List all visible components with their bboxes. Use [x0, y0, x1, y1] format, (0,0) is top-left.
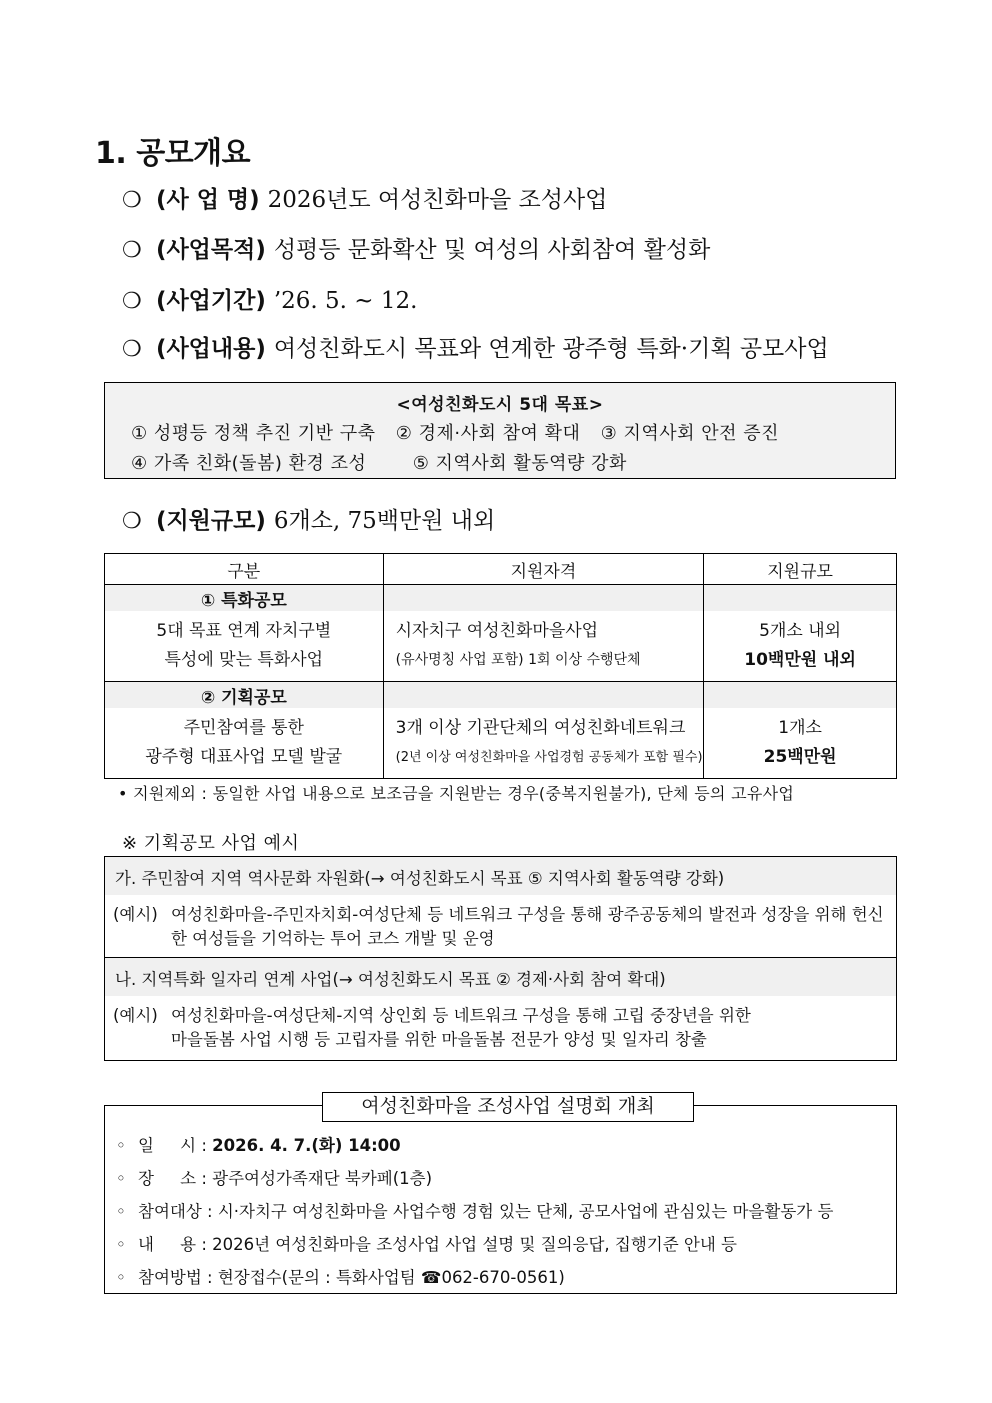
table-row [105, 611, 897, 682]
overview-item-purpose [122, 231, 710, 264]
goals-title: <여성친화도시 5대 목표> [396, 395, 604, 415]
header-category: 구분 [105, 554, 384, 585]
qualification: 3개 이상 기관단체의 여성친화네트워크 (2년 이상 여성친화마을 사업경험 공동체가 포함 필수) [383, 708, 704, 779]
event-title: 여성친화마을 조성사업 설명회 개최 [322, 1092, 694, 1122]
event-item-place: ◦ 장 소 : 광주여성가족재단 북카페(1층) [116, 1169, 433, 1188]
circle-bullet-icon: ❍ [122, 238, 142, 263]
circle-bullet-icon: ❍ [122, 337, 142, 362]
event-item-date: ◦ 일 시 : 2026. 4. 7.(화) 14:00 [116, 1136, 401, 1155]
event-item-method: ◦ 참여방법 : 현장접수(문의 : 특화사업팀 ☎062-670-0561) [116, 1268, 565, 1287]
goal-5: ⑤ 지역사회 활동역량 강화 [412, 453, 627, 474]
bullet-icon: ◦ [116, 1136, 126, 1155]
exclusion-note: • 지원제외 : 동일한 사업 내용으로 보조금을 지원받는 경우(중복지원불가), 단체 등의 고유사업 [118, 784, 795, 803]
bullet-icon: ◦ [116, 1268, 126, 1287]
overview-item-name [122, 181, 607, 214]
event-item-content: ◦ 내 용 : 2026년 여성친화마을 조성사업 사업 설명 및 질의응답, 집행기준 안내 등 [116, 1235, 737, 1254]
example-desc: (예시) 여성친화마을-여성단체-지역 상인회 등 네트워크 구성을 통해 고립 중장년을 위한 마을돌봄 사업 시행 등 고립자를 위한 마을돌봄 전문가 양성 및 일자리 창출 [113, 1006, 751, 1049]
item-value: 6개소, 75백만원 내외 [273, 508, 496, 534]
support-table [104, 553, 897, 779]
bullet-icon: ◦ [116, 1169, 126, 1188]
goal-3: ③ 지역사회 안전 증진 [600, 423, 780, 444]
table-header-row [105, 554, 897, 585]
example-box-b [104, 957, 897, 1061]
item-value: 2026년도 여성친화마을 조성사업 [267, 187, 608, 213]
example-head: 가. 주민참여 지역 역사문화 자원화(→ 여성친화도시 목표 ⑤ 지역사회 활동역량 강화) [105, 857, 896, 895]
bullet-icon: ◦ [116, 1235, 126, 1254]
examples-title: ※ 기획공모 사업 예시 [122, 833, 300, 854]
goal-2: ② 경제·사회 참여 확대 [395, 423, 581, 444]
item-label: (사 업 명) [155, 187, 260, 213]
item-value: 여성친화도시 목표와 연계한 광주형 특화·기획 공모사업 [273, 336, 829, 362]
scale: 1개소 25백만원 [704, 708, 897, 779]
qualification: 시자치구 여성친화마을사업 (유사명칭 사업 포함) 1회 이상 수행단체 [383, 611, 704, 682]
item-label: (사업목적) [155, 237, 266, 263]
category-label: ② 기획공모 [105, 682, 384, 709]
header-scale: 지원규모 [704, 554, 897, 585]
bullet-icon: ◦ [116, 1202, 126, 1221]
table-category-row [105, 585, 897, 612]
item-value: ’26. 5. ~ 12. [273, 288, 418, 314]
overview-item-content [122, 330, 829, 363]
item-label: (지원규모) [155, 508, 266, 534]
circle-bullet-icon: ❍ [122, 188, 142, 213]
section-title: 1. 공모개요 [95, 136, 251, 171]
overview-item-support [122, 502, 495, 535]
goals-row-2 [131, 449, 895, 475]
table-category-row [105, 682, 897, 709]
circle-bullet-icon: ❍ [122, 289, 142, 314]
goals-row-1 [131, 419, 895, 445]
item-value: 성평등 문화확산 및 여성의 사회참여 활성화 [273, 237, 711, 263]
goal-1: ① 성평등 정책 추진 기반 구축 [131, 423, 376, 444]
scale: 5개소 내외 10백만원 내외 [704, 611, 897, 682]
example-desc: (예시) 여성친화마을-주민자치회-여성단체 등 네트워크 구성을 통해 광주공동체의 발전과 성장을 위해 헌신한 여성들을 기억하는 투어 코스 개발 및 운영 [113, 905, 884, 948]
header-qualification: 지원자격 [383, 554, 704, 585]
goals-box [104, 382, 896, 479]
example-head: 나. 지역특화 일자리 연계 사업(→ 여성친화도시 목표 ② 경제·사회 참여 확대) [105, 958, 896, 996]
goal-4: ④ 가족 친화(돌봄) 환경 조성 [131, 453, 367, 474]
example-box-a [104, 856, 897, 958]
table-row [105, 708, 897, 779]
circle-bullet-icon: ❍ [122, 509, 142, 534]
item-label: (사업내용) [155, 336, 266, 362]
category-label: ① 특화공모 [105, 585, 384, 612]
item-label: (사업기간) [155, 288, 266, 314]
event-item-target: ◦ 참여대상 : 시·자치구 여성친화마을 사업수행 경험 있는 단체, 공모사업에 관심있는 마을활동가 등 [116, 1202, 834, 1221]
category-desc: 5대 목표 연계 자치구별 특성에 맞는 특화사업 [105, 611, 384, 682]
category-desc: 주민참여를 통한 광주형 대표사업 모델 발굴 [105, 708, 384, 779]
overview-item-period [122, 282, 417, 315]
